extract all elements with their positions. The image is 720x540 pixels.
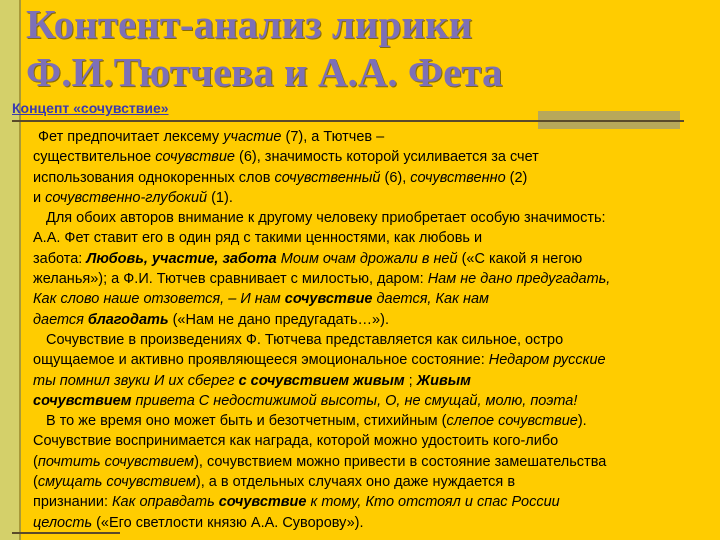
text-run: (1).	[207, 189, 233, 206]
text-run: («С какой я негою	[457, 250, 583, 267]
body-line	[33, 411, 713, 431]
text-run: смущать сочувствием	[37, 474, 196, 491]
text-run: (	[33, 453, 38, 470]
body-line	[33, 513, 713, 533]
text-run: с сочувствием живым	[238, 372, 405, 389]
text-run: дается	[33, 311, 88, 328]
text-run: Фет предпочитает лексему	[38, 129, 224, 145]
body-line	[33, 228, 713, 248]
text-run: ты помнил звуки И их сберег	[33, 372, 239, 389]
text-run: сочувствием	[33, 392, 132, 409]
text-run: существительное	[33, 149, 156, 166]
text-run: Как оправдать	[112, 494, 219, 511]
text-run: благодать	[87, 311, 169, 328]
text-run: целость	[33, 514, 93, 531]
text-run: (6),	[380, 169, 411, 186]
text-run: (7), а Тютчев –	[281, 129, 385, 145]
body-line	[33, 188, 713, 208]
body-line	[33, 289, 713, 309]
text-run: Нам не дано предугадать,	[427, 271, 611, 288]
text-run: сочувствие	[284, 291, 373, 308]
text-run: Сочувствие воспринимается как награда, которой можно удостоить кого-либо	[33, 433, 559, 450]
text-run: ощущаемое и активно проявляющееся эмоциональное состояние:	[33, 352, 489, 369]
text-run: ).	[577, 413, 587, 430]
body-line	[33, 310, 713, 330]
body-line	[33, 452, 713, 472]
text-run: участие	[223, 129, 282, 145]
slide-body	[33, 127, 713, 533]
text-run: Для обоих авторов внимание к другому человеку приобретает особую значимость:	[46, 210, 606, 227]
text-run: сочувствие	[155, 149, 235, 166]
text-run: (2)	[505, 169, 528, 186]
text-run: Недаром русские	[488, 352, 606, 369]
text-run: сочувственный	[274, 169, 381, 186]
text-run: ), сочувствием можно привести в состояние замешательства	[194, 453, 607, 470]
title-line-2: Ф.И.Тютчева и А.А. Фета	[26, 49, 503, 95]
text-run: к тому, Кто отстоял и спас России	[306, 494, 560, 511]
text-run: признании:	[33, 494, 112, 511]
text-run: ), а в отдельных случаях оно даже нуждается в	[195, 474, 516, 491]
body-line	[33, 350, 713, 370]
text-run: Моим очам дрожали в ней	[280, 250, 458, 267]
text-run: (	[33, 474, 38, 491]
text-run: сочувствие	[218, 494, 307, 511]
body-line	[33, 127, 713, 147]
footer-rule	[12, 532, 120, 534]
body-line	[33, 269, 713, 289]
text-run: дается, Как нам	[372, 291, 489, 308]
text-run: забота:	[33, 250, 87, 267]
body-line	[33, 147, 713, 167]
text-run: слепое сочувствие	[446, 413, 578, 430]
body-line	[33, 391, 713, 411]
text-run: желанья»); а Ф.И. Тютчев сравнивает с милостью, даром:	[33, 271, 428, 288]
body-line	[33, 168, 713, 188]
body-line	[33, 208, 713, 228]
text-run: Как слово наше отзовется, – И нам	[33, 291, 285, 308]
body-line	[33, 492, 713, 512]
text-run: и	[33, 189, 46, 206]
text-run: («Нам не дано предугадать…»).	[168, 311, 389, 328]
title-line-1: Контент-анализ лирики	[26, 1, 473, 47]
text-run: Живым	[416, 372, 471, 389]
body-line	[33, 431, 713, 451]
text-run: В то же время оно может быть и безотчетным, стихийным (	[46, 413, 447, 430]
text-run: привета С недостижимой высоты, О, не смущай, молю, поэта!	[131, 392, 578, 409]
text-run: (6), значимость которой усиливается за счет	[234, 149, 539, 166]
text-run: ;	[404, 372, 417, 389]
text-run: Сочувствие в произведениях Ф. Тютчева представляется как сильное, остро	[46, 331, 564, 348]
text-run: сочувственно	[410, 169, 506, 186]
section-label: Концепт «сочувствие»	[12, 100, 169, 116]
left-band-divider	[19, 0, 21, 540]
body-line	[33, 371, 713, 391]
text-run: Любовь, участие, забота	[86, 250, 277, 267]
text-run: («Его светлости князю А.А. Суворову»).	[92, 514, 364, 531]
left-decorative-band	[0, 0, 19, 540]
body-line	[33, 249, 713, 269]
header-rule	[12, 120, 684, 122]
text-run: использования однокоренных слов	[33, 169, 275, 186]
slide-title	[26, 0, 716, 96]
text-run: почтить сочувствием	[37, 453, 195, 470]
text-run: сочувственно-глубокий	[45, 189, 208, 206]
body-line	[33, 472, 713, 492]
body-line	[33, 330, 713, 350]
text-run: А.А. Фет ставит его в один ряд с такими ценностями, как любовь и	[33, 230, 483, 247]
